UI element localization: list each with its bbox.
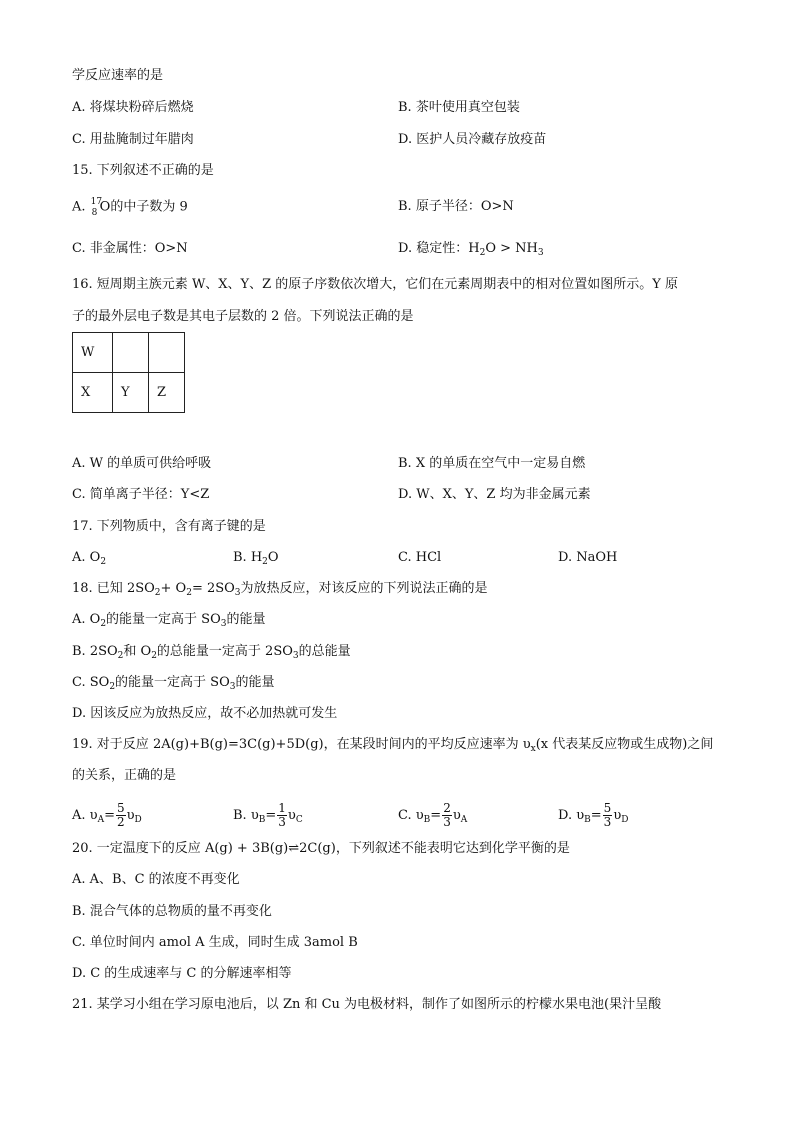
q15-option-a: A. 17 8 O的中子数为 9 xyxy=(72,197,188,218)
fraction: $\frac{1}{3}$ xyxy=(278,801,286,829)
q14-option-c: C. 用盐腌制过年腊肉 xyxy=(72,132,194,147)
q20-option-c: C. 单位时间内 amol A 生成，同时生成 3amol B xyxy=(72,935,358,950)
q14-option-b: B. 茶叶使用真空包装 xyxy=(398,100,520,115)
q20-option-d: D. C 的生成速率与 C 的分解速率相等 xyxy=(72,966,292,981)
fraction: $\frac{5}{2}$ xyxy=(116,801,125,829)
q20-stem: 20. 一定温度下的反应 A(g) + 3B(g)⇌2C(g)，下列叙述不能表明它达到化学平衡的是 xyxy=(72,841,570,856)
table-cell xyxy=(149,333,185,373)
q17-option-b: B. $H_2O$ xyxy=(233,550,279,567)
q15-stem: 15. 下列叙述不正确的是 xyxy=(72,163,214,178)
q16-stem-line2: 子的最外层电子数是其电子层数的 2 倍。下列说法正确的是 xyxy=(72,309,414,324)
q18-option-b: B. $2SO_2$和 $O_2$的总能量一定高于 $2SO_3$的总能量 xyxy=(72,644,351,661)
q20-option-a: A. A、B、C 的浓度不再变化 xyxy=(72,872,240,887)
q17-stem: 17. 下列物质中，含有离子键的是 xyxy=(72,519,266,534)
q19-option-a: A. $\upsilon_A=$ $\frac{5}{2}$ $\upsilon_D$ xyxy=(72,801,142,829)
q18-option-a: A. $O_2$的能量一定高于 $SO_3$的能量 xyxy=(72,612,266,629)
q19-option-c: C. $\upsilon_B=$ $\frac{2}{3}$ $\upsilon_A$ xyxy=(398,801,468,829)
table-cell: X xyxy=(73,373,113,413)
q17-option-d: D. NaOH xyxy=(558,550,618,565)
q16-option-c: C. 简单离子半径：Y<Z xyxy=(72,487,210,502)
q16-stem-line1: 16. 短周期主族元素 W、X、Y、Z 的原子序数依次增大，它们在元素周期表中的相对位置如图所示。Y 原 xyxy=(72,277,679,292)
q17-option-c: C. HCl xyxy=(398,550,442,565)
q18-option-c: C. $SO_2$的能量一定高于 $SO_3$的能量 xyxy=(72,675,275,692)
q19-option-d: D. $\upsilon_B=$ $\frac{5}{3}$ $\upsilon_D$ xyxy=(558,801,629,829)
q19-stem-line1: 19. 对于反应 2A(g)+B(g)=3C(g)+5D(g)，在某段时间内的平均反应速率为 $\upsilon_x(x$ 代表某反应物或生成物)之间 xyxy=(72,737,714,754)
q16-option-d: D. W、X、Y、Z 均为非金属元素 xyxy=(398,487,591,502)
q18-stem: 18. 已知 $2SO_2+ O_2= 2SO_3$为放热反应，对该反应的下列说法正确的是 xyxy=(72,581,488,598)
q14-option-a: A. 将煤块粉碎后燃烧 xyxy=(72,100,194,115)
table-cell xyxy=(113,333,149,373)
q16-option-a: A. W 的单质可供给呼吸 xyxy=(72,456,212,471)
q14-stem-tail: 学反应速率的是 xyxy=(72,68,164,83)
q19-option-b: B. $\upsilon_B=$ $\frac{1}{3}$ $\upsilon_C$ xyxy=(233,801,303,829)
q17-option-a: A. $O_2$ xyxy=(72,550,107,567)
q15-option-b: B. 原子半径：O>N xyxy=(398,199,514,214)
table-cell: Z xyxy=(149,373,185,413)
q20-option-b: B. 混合气体的总物质的量不再变化 xyxy=(72,904,272,919)
q16-option-b: B. X 的单质在空气中一定易自燃 xyxy=(398,456,586,471)
q14-option-d: D. 医护人员冷藏存放疫苗 xyxy=(398,132,547,147)
q19-stem-line2: 的关系，正确的是 xyxy=(72,768,177,783)
fraction: $\frac{5}{3}$ xyxy=(603,801,612,829)
nuclide-notation: 17 8 xyxy=(90,197,103,218)
q15-option-c: C. 非金属性：O>N xyxy=(72,241,188,256)
table-cell: Y xyxy=(113,373,149,413)
q21-stem: 21. 某学习小组在学习原电池后，以 Zn 和 Cu 为电极材料，制作了如图所示的柠檬水果电池(果汁呈酸 xyxy=(72,997,662,1012)
q15-option-d: D. 稳定性：$H_2O > NH_3$ xyxy=(398,241,544,258)
periodic-position-table xyxy=(72,332,185,413)
table-cell: W xyxy=(73,333,113,373)
fraction: $\frac{2}{3}$ xyxy=(443,801,451,829)
q18-option-d: D. 因该反应为放热反应，故不必加热就可发生 xyxy=(72,706,338,721)
